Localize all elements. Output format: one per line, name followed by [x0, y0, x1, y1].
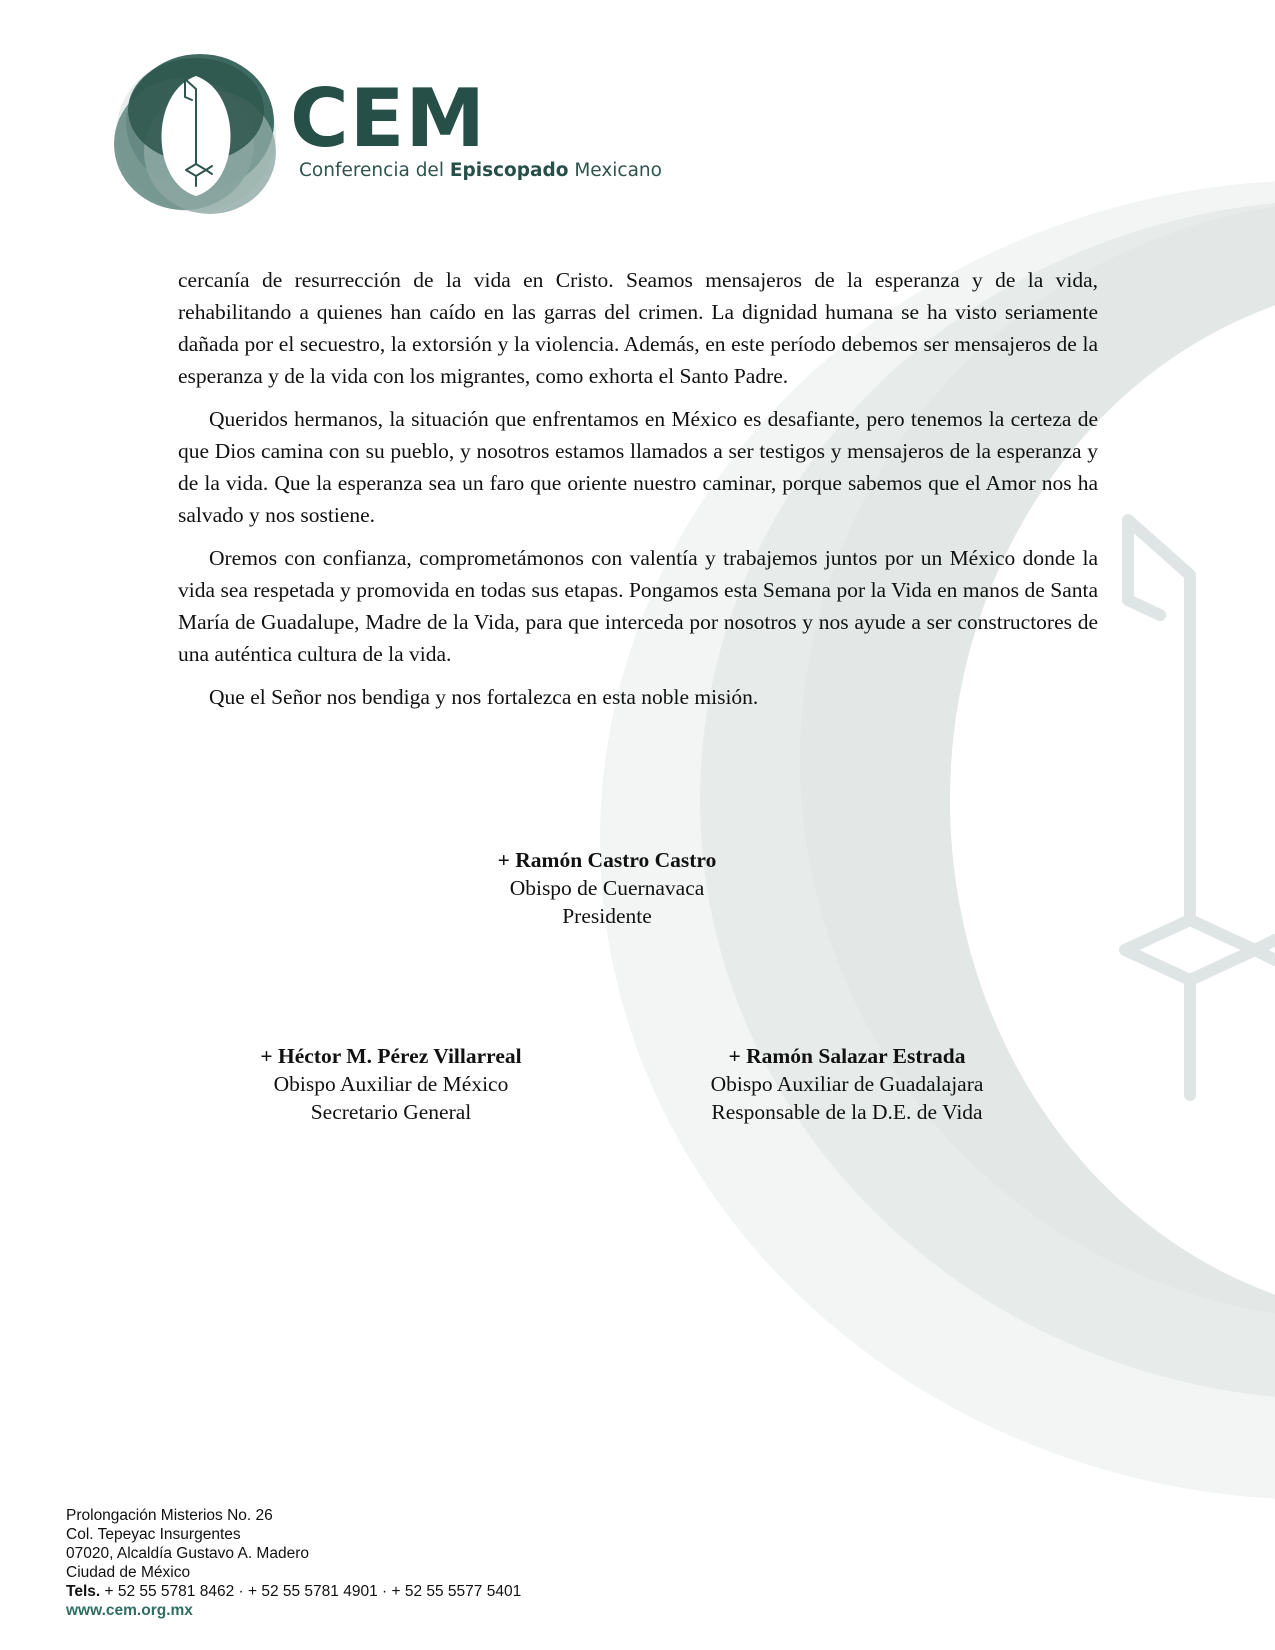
- signatory-title: Obispo de Cuernavaca: [509, 876, 705, 900]
- cem-logo-icon: [112, 52, 280, 217]
- brand-subtitle-post: Mexicano: [568, 160, 662, 181]
- signatory-name: + Ramón Castro Castro: [497, 848, 717, 872]
- footer-contact: [66, 1506, 521, 1620]
- brand-acronym: CEM: [290, 72, 486, 165]
- letter-body: [178, 264, 1098, 724]
- brand-subtitle: [299, 160, 662, 181]
- address-line: 07020, Alcaldía Gustavo A. Madero: [66, 1545, 309, 1562]
- website-link[interactable]: www.cem.org.mx: [66, 1602, 193, 1619]
- signatory-title: Obispo Auxiliar de Guadalajara: [710, 1072, 984, 1096]
- signatory-name: + Héctor M. Pérez Villarreal: [260, 1044, 522, 1068]
- address-line: Prolongación Misterios No. 26: [66, 1507, 273, 1524]
- body-paragraph: Oremos con confianza, comprometámonos con valentía y trabajemos juntos por un México donde la vida sea respetada y promovida en todas sus etapas. Pongamos esta Semana por la Vida en manos de Santa María de Guadalupe, Madre de la Vida, para que interceda por nosotros y nos ayude a ser constructores de una auténtica cultura de la vida.: [178, 546, 1098, 666]
- signatory-role: Presidente: [562, 904, 652, 928]
- signature-responsible: [647, 1042, 1047, 1126]
- brand-subtitle-pre: Conferencia del: [299, 160, 450, 181]
- signatory-name: + Ramón Salazar Estrada: [728, 1044, 966, 1068]
- signatory-title: Obispo Auxiliar de México: [273, 1072, 509, 1096]
- body-paragraph: Que el Señor nos bendiga y nos fortalezca en esta noble misión.: [209, 685, 759, 709]
- address-line: Col. Tepeyac Insurgentes: [66, 1526, 241, 1543]
- body-paragraph: cercanía de resurrección de la vida en Cristo. Seamos mensajeros de la esperanza y de la vida, rehabilitando a quienes han caído en las garras del crimen. La dignidad humana se ha visto seriamente dañada por el secuestro, la extorsión y la violencia. Además, en este período debemos ser mensajeros de la esperanza y de la vida con los migrantes, como exhorta el Santo Padre.: [178, 268, 1098, 388]
- signature-president: [407, 846, 807, 930]
- address-line: Ciudad de México: [66, 1564, 191, 1581]
- brand-subtitle-bold: Episcopado: [449, 160, 569, 181]
- signature-secretary: [191, 1042, 591, 1126]
- tels-label: Tels.: [66, 1583, 101, 1600]
- phone-line: [66, 1582, 521, 1601]
- tels-value: + 52 55 5781 8462 · + 52 55 5781 4901 · + 52 55 5577 5401: [100, 1583, 522, 1600]
- signatory-role: Responsable de la D.E. de Vida: [711, 1100, 983, 1124]
- body-paragraph: Queridos hermanos, la situación que enfrentamos en México es desafiante, pero tenemos la certeza de que Dios camina con su pueblo, y nosotros estamos llamados a ser testigos y mensajeros de la esperanza y de la vida. Que la esperanza sea un faro que oriente nuestro caminar, porque sabemos que el Amor nos ha salvado y nos sostiene.: [178, 407, 1098, 527]
- signatory-role: Secretario General: [310, 1100, 472, 1124]
